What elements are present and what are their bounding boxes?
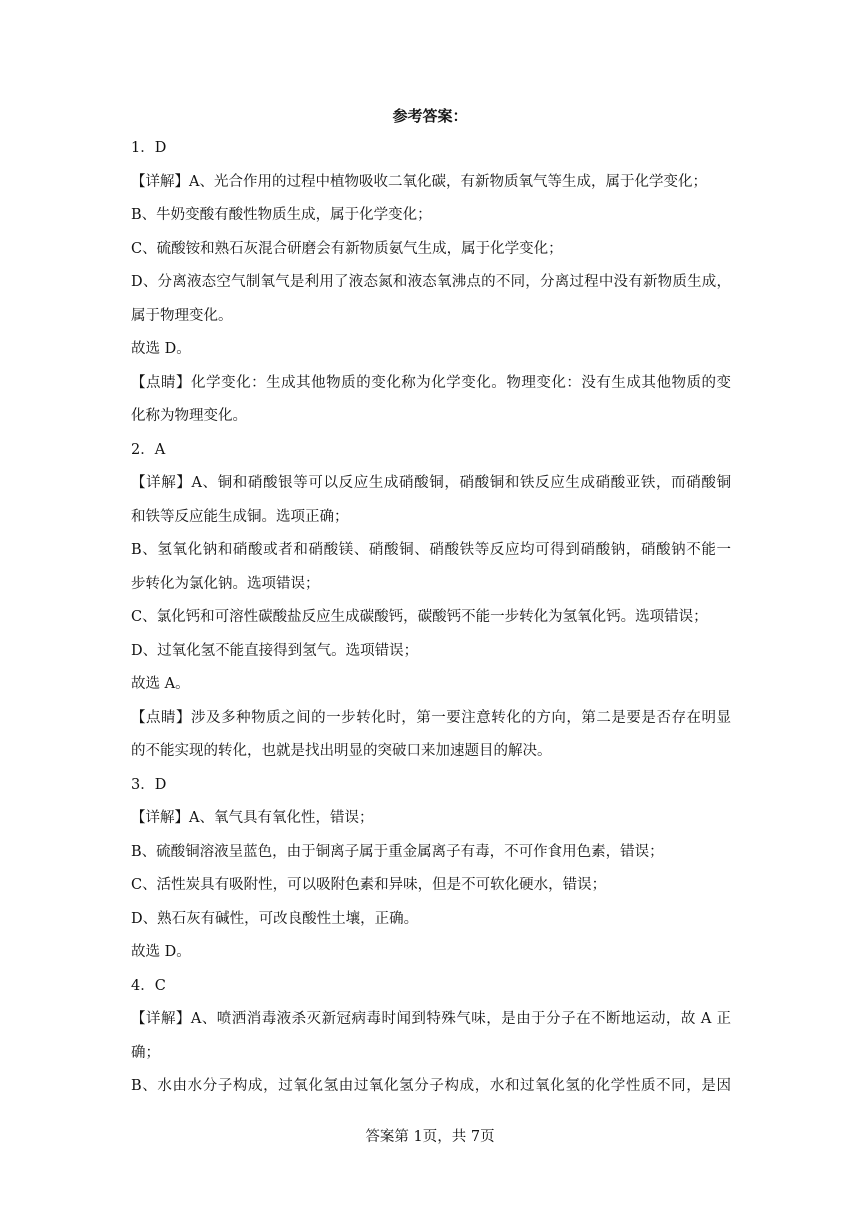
explanation-line: B、牛奶变酸有酸性物质生成，属于化学变化； (131, 207, 432, 223)
choice-line: 故选 A。 (131, 676, 190, 692)
explanation-line: D、熟石灰有碱性，可改良酸性土壤，正确。 (131, 910, 419, 927)
explanation-line: 【详解】A、喷洒消毒液杀灭新冠病毒时闻到特殊气味，是由于分子在不断地运动，故 A 正 (131, 1011, 731, 1027)
explanation-line: 属于物理变化。 (131, 307, 233, 324)
answer-number: 4．C (131, 977, 166, 994)
explanation-line: 【详解】A、铜和硝酸银等可以反应生成硝酸铜，硝酸铜和铁反应生成硝酸亚铁，而硝酸铜 (131, 475, 731, 491)
answer-number: 1．D (131, 140, 167, 156)
explanation-line: 【详解】A、氧气具有氧化性，错误； (131, 810, 374, 826)
explanation-line: D、过氧化氢不能直接得到氢气。选项错误； (131, 642, 419, 659)
explanation-line: B、水由水分子构成，过氧化氢由过氧化氢分子构成，水和过氧化氢的化学性质不同，是因 (131, 1078, 731, 1094)
tip-line: 【点睛】涉及多种物质之间的一步转化时，第一要注意转化的方向，第二是要是否存在明显 (131, 709, 731, 726)
explanation-line: 确； (131, 1044, 160, 1061)
tip-line: 的不能实现的转化，也就是找出明显的突破口来加速题目的解决。 (131, 743, 552, 759)
page-title: 参考答案： (392, 107, 468, 125)
choice-line: 故选 D。 (131, 944, 191, 960)
tip-line: 【点睛】化学变化：生成其他物质的变化称为化学变化。物理变化：没有生成其他物质的变 (131, 374, 731, 391)
answer-number: 2．A (131, 441, 166, 458)
explanation-line: C、活性炭具有吸附性，可以吸附色素和异味，但是不可软化硬水，错误； (131, 877, 607, 893)
answer-number: 3．D (131, 776, 167, 793)
explanation-line: 【详解】A、光合作用的过程中植物吸收二氧化碳，有新物质氧气等生成，属于化学变化； (131, 173, 707, 190)
explanation-line: B、氢氧化钠和硝酸或者和硝酸镁、硝酸铜、硝酸铁等反应均可得到硝酸钠，硝酸钠不能一 (131, 542, 731, 558)
explanation-line: B、硫酸铜溶液呈蓝色，由于铜离子属于重金属离子有毒，不可作食用色素，错误； (131, 843, 664, 860)
explanation-line: C、氯化钙和可溶性碳酸盐反应生成碳酸钙，碳酸钙不能一步转化为氢氧化钙。选项错误； (131, 609, 708, 625)
page-footer: 答案第 1页，共 7页 (365, 1129, 495, 1145)
explanation-line: D、分离液态空气制氧气是利用了液态氮和液态氧沸点的不同，分离过程中没有新物质生成， (131, 274, 731, 290)
tip-line: 化称为物理变化。 (131, 408, 247, 424)
explanation-line: C、硫酸铵和熟石灰混合研磨会有新物质氨气生成，属于化学变化； (131, 240, 563, 257)
choice-line: 故选 D。 (131, 341, 191, 357)
explanation-line: 步转化为氯化钠。选项错误； (131, 575, 320, 592)
explanation-line: 和铁等反应能生成铜。选项正确； (131, 508, 349, 525)
answer-content (131, 132, 731, 1104)
